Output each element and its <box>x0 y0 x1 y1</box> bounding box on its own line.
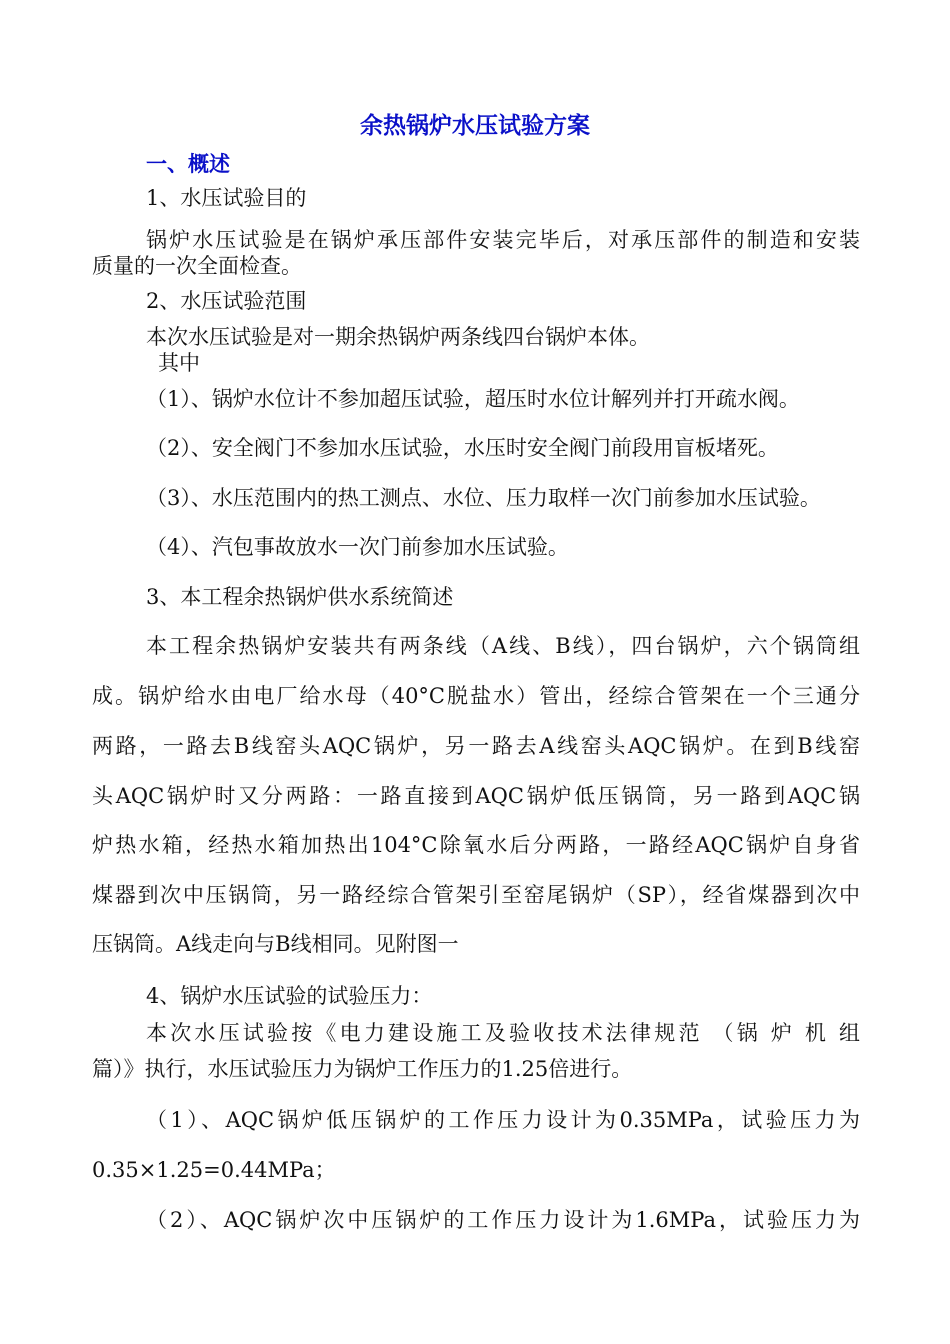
section-3-paragraph-line: 煤器到次中压锅筒，另一路经综合管架引至窑尾锅炉（SP），经省煤器到次中 <box>92 883 860 907</box>
document-title: 余热锅炉水压试验方案 <box>360 112 590 139</box>
list-item: （4）、汽包事故放水一次门前参加水压试验。 <box>146 535 569 559</box>
section-3-title: 3、本工程余热锅炉供水系统简述 <box>146 585 454 609</box>
section-4-item-1-line-1: （1）、AQC锅炉低压锅炉的工作压力设计为0.35MPa，试验压力为 <box>146 1108 860 1132</box>
list-item: （1）、锅炉水位计不参加超压试验，超压时水位计解列并打开疏水阀。 <box>146 387 800 411</box>
section-3-paragraph-line: 本工程余热锅炉安装共有两条线（A线、B线），四台锅炉，六个锅筒组 <box>146 634 860 658</box>
section-1-paragraph-line-2: 质量的一次全面检查。 <box>92 254 302 278</box>
section-4-paragraph-line-1: 本次水压试验按《电力建设施工及验收技术法律规范 （锅 炉 机 组 <box>146 1021 860 1045</box>
section-4-paragraph-line-2: 篇）》执行，水压试验压力为锅炉工作压力的1.25倍进行。 <box>92 1057 633 1081</box>
section-4-title: 4、锅炉水压试验的试验压力： <box>146 984 433 1008</box>
section-2-title: 2、水压试验范围 <box>146 289 307 313</box>
section-heading-overview: 一、概述 <box>146 151 230 176</box>
section-3-paragraph-line: 压锅筒。A线走向与B线相同。见附图一 <box>92 932 459 956</box>
list-item: （2）、安全阀门不参加水压试验，水压时安全阀门前段用盲板堵死。 <box>146 436 779 460</box>
list-item: （3）、水压范围内的热工测点、水位、压力取样一次门前参加水压试验。 <box>146 486 821 510</box>
section-3-paragraph-line: 炉热水箱，经热水箱加热出104°C除氧水后分两路，一路经AQC锅炉自身省 <box>92 833 860 857</box>
section-1-paragraph-line-1: 锅炉水压试验是在锅炉承压部件安装完毕后，对承压部件的制造和安装 <box>146 228 860 252</box>
section-2-subheading: 其中 <box>158 351 200 375</box>
section-3-paragraph-line: 头AQC锅炉时又分两路：一路直接到AQC锅炉低压锅筒，另一路到AQC锅 <box>92 784 860 808</box>
section-2-paragraph: 本次水压试验是对一期余热锅炉两条线四台锅炉本体。 <box>146 325 650 349</box>
section-3-paragraph-line: 两路，一路去B线窑头AQC锅炉，另一路去A线窑头AQC锅炉。在到B线窑 <box>92 734 860 758</box>
section-4-item-1-line-2: 0.35×1.25=0.44MPa； <box>92 1158 336 1182</box>
section-4-item-2-line-1: （2）、AQC锅炉次中压锅炉的工作压力设计为1.6MPa，试验压力为 <box>146 1208 860 1232</box>
section-1-title: 1、水压试验目的 <box>146 186 307 210</box>
section-3-paragraph-line: 成。锅炉给水由电厂给水母（40°C脱盐水）管出，经综合管架在一个三通分 <box>92 684 860 708</box>
